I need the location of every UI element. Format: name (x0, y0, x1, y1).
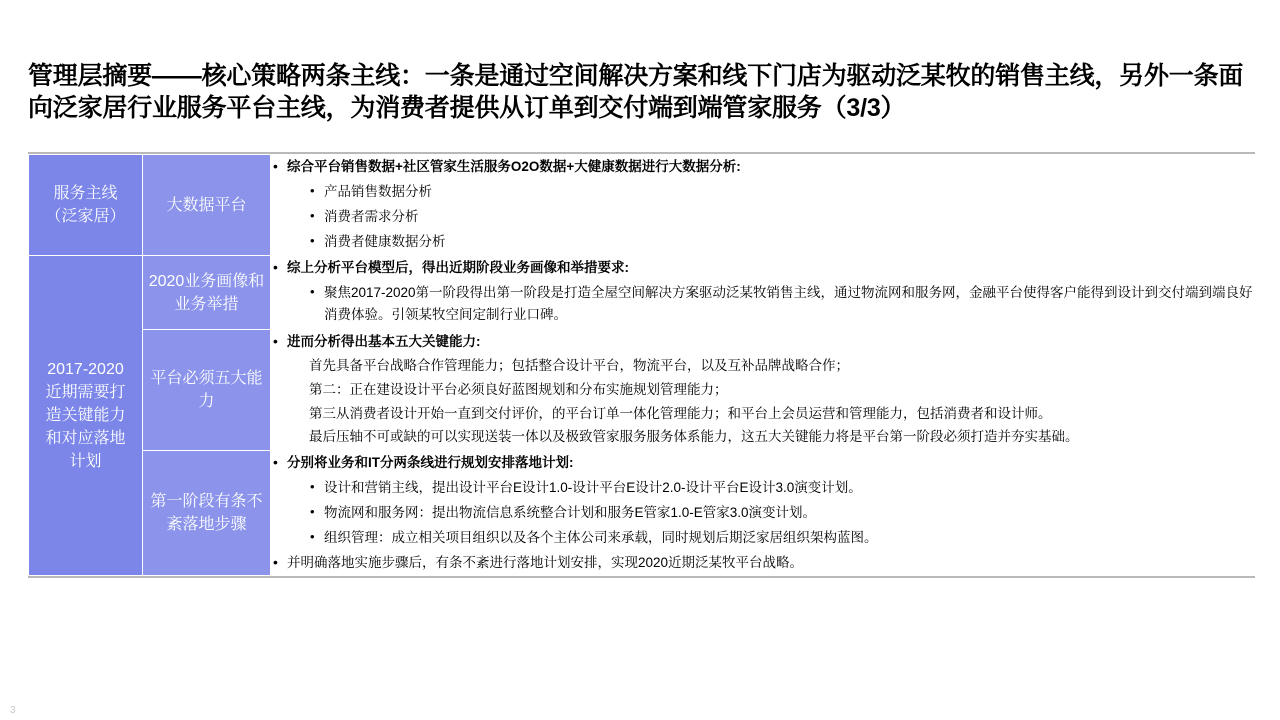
group-label-line3: 造关键能力 (45, 406, 126, 424)
lead-text: 分别将业务和IT分两条线进行规划安排落地计划: (287, 455, 574, 471)
lead-text: 综合平台销售数据+社区管家生活服务O2O数据+大健康数据进行大数据分析: (287, 159, 741, 174)
list-item: • 消费者需求分析 (309, 206, 1255, 228)
group-label-line2: （泛家居） (45, 208, 126, 226)
lead-text: 进而分析得出基本五大关键能力: (287, 334, 481, 350)
table-row (29, 330, 1256, 451)
list-item (271, 156, 1255, 252)
row-group-label-nearterm (29, 256, 143, 575)
table-row (29, 451, 1256, 575)
table-row (29, 256, 1256, 330)
text-line: 首先具备平台战略合作管理能力；包括整合设计平台，物流平台，以及互补品牌战略合作； (309, 357, 849, 373)
list-item: • 聚焦2017-2020第一阶段得出第一阶段是打造全屋空间解决方案驱动泛某牧销售主线，通过物流网和服务网，金融平台使得客户能得到设计到交付端到端良好消费体验。引领某牧空间定制行业口碑。 (309, 282, 1255, 326)
row-content-2020business (271, 256, 1256, 330)
page-title: 管理层摘要——核心策略两条主线：一条是通过空间解决方案和线下门店为驱动泛某牧的销售主线，另外一条面向泛家居行业服务平台主线，为消费者提供从订单到交付端到端管家服务（3/3） (28, 62, 1244, 122)
list-item: • 物流网和服务网：提出物流信息系统整合计划和服务E管家1.0-E管家3.0演变计划。 (309, 502, 1255, 524)
text-line: 第三从消费者设计开始一直到交付评价，的平台订单一体化管理能力；和平台上会员运营和管理能力，包括消费者和设计师。 (309, 405, 1052, 421)
row-sub-label-phase1steps: 第一阶段有条不紊落地步骤 (143, 451, 271, 575)
list-item: • 消费者健康数据分析 (309, 231, 1255, 253)
list-item: • 并明确落地实施步骤后，有条不紊进行落地计划安排，实现2020近期泛某牧平台战略。 (271, 552, 1255, 574)
group-label-line5: 计划 (69, 453, 102, 471)
lead-text: 综上分析平台模型后，得出近期阶段业务画像和举措要求: (287, 260, 629, 276)
text-line: 第二：正在建设设计平台必须良好蓝图规划和分布实施规划管理能力； (309, 381, 728, 397)
row-sub-label-fivecapabilities: 平台必须五大能力 (143, 330, 271, 451)
list-item: • 设计和营销主线，提出设计平台E设计1.0-设计平台E设计2.0-设计平台E设计3.0演变计划。 (309, 477, 1255, 499)
group-label-line1: 2017-2020 (47, 360, 124, 378)
group-label-line4: 和对应落地 (45, 430, 126, 448)
list-item (271, 331, 1255, 448)
row-content-fivecapabilities (271, 330, 1256, 451)
row-sub-label-2020business: 2020业务画像和业务举措 (143, 256, 271, 330)
group-label-line2: 近期需要打 (45, 383, 126, 401)
row-content-phase1steps (271, 451, 1256, 575)
row-sub-label-bigdata: 大数据平台 (143, 155, 271, 256)
page-number: 3 (10, 705, 16, 716)
list-item: • 组织管理：成立相关项目组织以及各个主体公司来承载，同时规划后期泛家居组织架构蓝图。 (309, 527, 1255, 549)
content-table (28, 152, 1255, 578)
row-group-label-service (29, 155, 143, 256)
table-row (29, 155, 1256, 256)
list-item (271, 452, 1255, 548)
list-item (271, 257, 1255, 326)
list-item: • 产品销售数据分析 (309, 181, 1255, 203)
group-label-line1: 服务主线 (53, 185, 118, 203)
row-content-bigdata (271, 155, 1256, 256)
text-line: 最后压轴不可或缺的可以实现送装一体以及极致管家服务服务体系能力，这五大关键能力将是平台第一阶段必须打造并夯实基础。 (309, 429, 1079, 445)
